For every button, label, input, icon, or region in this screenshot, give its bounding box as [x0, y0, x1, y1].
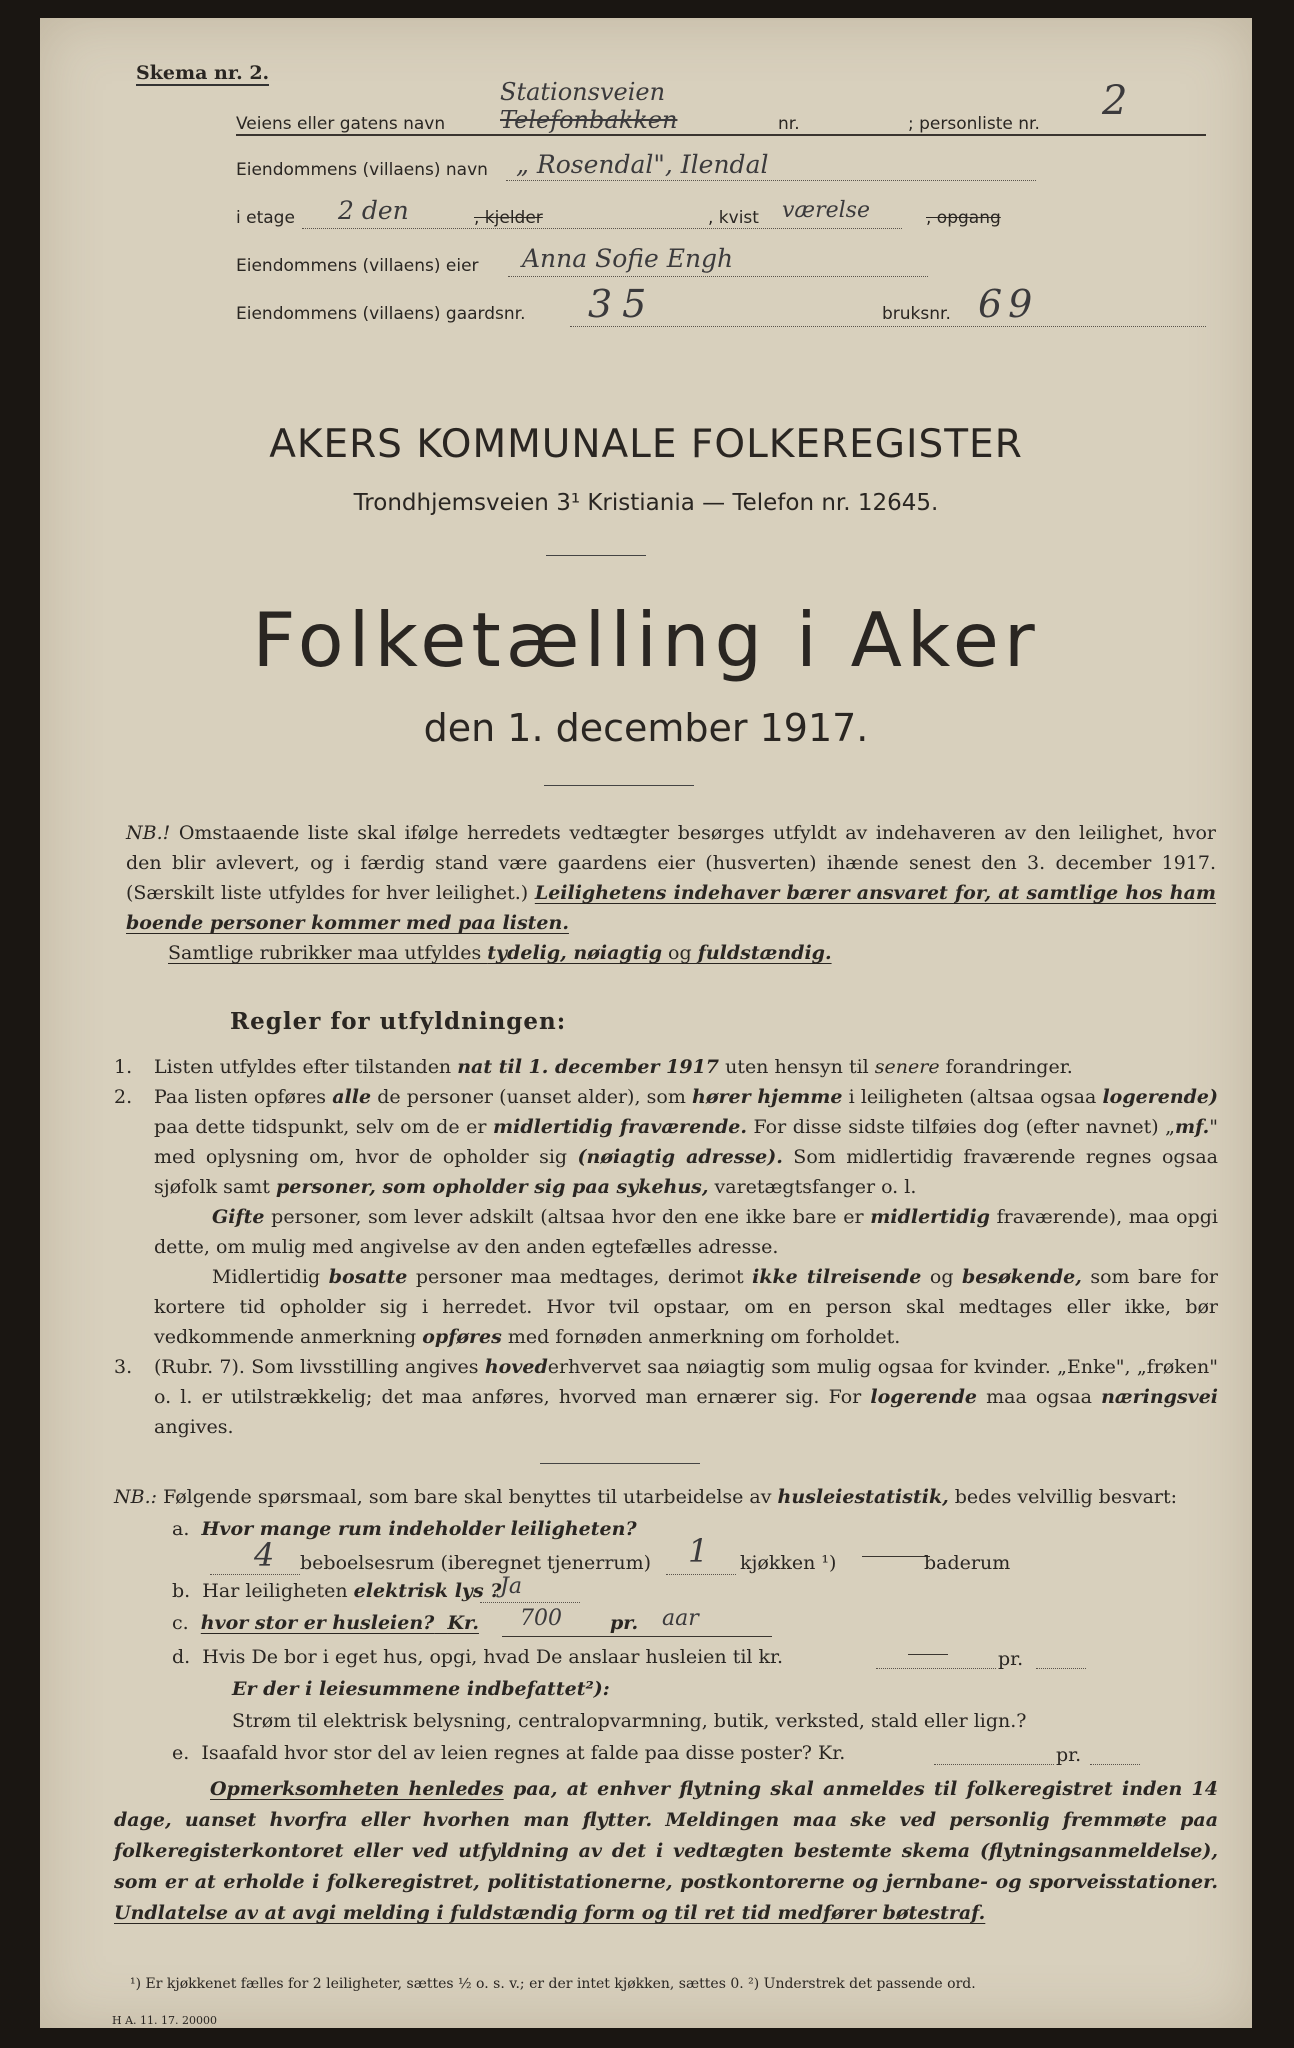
street-value-struck: Telefonbakken: [500, 106, 678, 134]
personliste-label: ; personliste nr.: [908, 114, 1040, 134]
nb1-text: Omstaaende liste skal ifølge herredets vedtægter besørges utfyldt av indehaveren av den leilighet, hvor den blir avlevert, og i færdig stand være gaardens eier (husverten) ihænde senest den 3. december 1917. (Særskilt liste utfyldes for hver leilighet.): [126, 822, 1216, 904]
registry-heading: AKERS KOMMUNALE FOLKEREGISTER: [269, 422, 1023, 467]
nb1-emphasis: Leilighetens indehaver bærer ansvaret for, at samtlige hos ham boende personer kommer med paa listen.: [126, 882, 1216, 934]
footnote: ¹) Er kjøkkenet fælles for 2 leiligheter, sættes ½ o. s. v.; er der intet kjøkken, sættes 0. ²) Understrek det passende ord.: [130, 1976, 976, 1992]
kvist-value: værelse: [782, 198, 870, 223]
rule-2-para-3: Midlertidig bosatte personer maa medtages, derimot ikke tilreisende og besøkende, som bare for kortere tid opholder sig i herredet. Hvor tvil opstaar, om en person skal medtages eller ikke, bør vedkommende anmerkning opføres med fornøden anmerkning om forholdet.: [154, 1266, 1218, 1348]
nb2-intro: NB.: Følgende spørsmaal, som bare skal benyttes til utarbeidelse av husleiestatistik, bedes velvillig besvart:: [114, 1486, 1178, 1508]
kitchen-line: [666, 1574, 736, 1575]
own-house-dash: [908, 1654, 948, 1655]
own-house-pr-line: [1036, 1668, 1086, 1669]
rule-2: 2. Paa listen opføres alle de personer (uanset alder), som hører hjemme i leiligheten (altsaa ogsaa logerende) paa dette tidspunkt, selv om de er midlertidig fraværende. For disse sidste tilføies dog (efter navnet) „mf." med oplysning om, hvor de opholder sig (nøiagtig adresse). Som midlertidig fraværende regnes ogsaa sjøfolk samt personer, som opholder sig paa sykehus, varetægtsfanger o. l.: [114, 1082, 1218, 1202]
rent-per-label: pr.: [610, 1612, 639, 1634]
villa-name-value: „ Rosendal", Ilendal: [516, 150, 769, 179]
rooms-label: beboelsesrum (iberegnet tjenerrum): [300, 1552, 652, 1574]
nb1-line2-c: og: [662, 942, 698, 964]
question-d: d. Hvis De bor i eget hus, opgi, hvad De anslaar husleien til kr.: [172, 1646, 784, 1668]
etage-line: [302, 228, 902, 229]
own-house-pr: pr.: [998, 1648, 1024, 1670]
question-d-options: Strøm til elektrisk belysning, centralopvarmning, butik, verksted, stald eller lign.?: [232, 1710, 1027, 1732]
electric-light-value: Ja: [500, 1574, 522, 1599]
moving-notice: [114, 1774, 1218, 1929]
rooms-value: 4: [254, 1536, 275, 1574]
divider-top: [546, 555, 646, 556]
electric-light-line: [480, 1602, 580, 1603]
rent-line: [502, 1636, 772, 1637]
notice-penalty: Undlatelse av at avgi melding i fuldstændig form og til ret tid medfører bøtestraf.: [114, 1902, 986, 1924]
rule-number: 2.: [114, 1086, 133, 1108]
rules-title: Regler for utfyldningen:: [230, 1008, 567, 1035]
bath-label: baderum: [924, 1552, 1011, 1574]
opgang-label: , opgang: [926, 208, 1001, 228]
rule-1: 1. Listen utfyldes efter tilstanden nat til 1. december 1917 uten hensyn til senere forandringer.: [114, 1052, 1218, 1082]
gaardsnr-line: [570, 326, 1206, 327]
question-d-included: Er der i leiesummene indbefattet²):: [232, 1678, 610, 1700]
nb1-line2-d: fuldstændig.: [697, 942, 832, 964]
nb1-paragraph: [126, 818, 1216, 968]
gaardsnr-label: Eiendommens (villaens) gaardsnr.: [236, 304, 526, 324]
street-row-line: [236, 134, 1206, 136]
question-e-pr: pr.: [1056, 1744, 1082, 1766]
bruksnr-value: 69: [978, 282, 1039, 326]
registry-address: Trondhjemsveien 3¹ Kristiania — Telefon nr. 12645.: [353, 490, 939, 516]
divider-mid: [544, 785, 694, 786]
gaardsnr-value: 35: [588, 282, 657, 326]
villa-name-label: Eiendommens (villaens) navn: [236, 160, 488, 180]
question-b: b. Har leiligheten elektrisk lys ?: [172, 1580, 502, 1602]
print-mark: H A. 11. 17. 20000: [112, 2014, 217, 2027]
rule-number: 3.: [114, 1356, 133, 1378]
rule-number: 1.: [114, 1056, 133, 1078]
etage-label: i etage: [236, 208, 295, 228]
notice-lead: Opmerksomheten henledes: [210, 1778, 504, 1800]
owner-value: Anna Sofie Engh: [522, 244, 734, 273]
page-title: Folketælling i Aker: [252, 596, 1040, 684]
notice-body: paa, at enhver flytning skal anmeldes til folkeregistret inden 14 dage, uanset hvorfra eller hvorhen man flytter. Meldingen maa ske ved personlig fremmøte paa folkeregisterkontoret eller ved utfyldning av det i vedtægten bestemte skema (flytningsanmeldelse), som er at erholde i folkeregistret, politistationerne, postkontorerne og jernbane- og sporveisstationer.: [114, 1778, 1218, 1893]
kitchen-value: 1: [688, 1532, 709, 1570]
kvist-label: , kvist: [708, 208, 759, 228]
rule-3: 3. (Rubr. 7). Som livsstilling angives hovederhvervet saa nøiagtig som mulig ogsaa for kvinder. „Enke", „frøken" o. l. er utilstrækkelig; det maa anføres, hvorved man ernærer sig. For logerende maa ogsaa næringsvei angives.: [114, 1352, 1218, 1442]
page-date: den 1. december 1917.: [423, 706, 869, 750]
kitchen-label: kjøkken ¹): [740, 1552, 837, 1574]
street-label: Veiens eller gatens navn: [236, 114, 446, 134]
rooms-line: [210, 1574, 300, 1575]
own-house-line: [876, 1668, 996, 1669]
rules-list: [114, 1052, 1218, 1442]
owner-line: [508, 276, 928, 277]
question-e-pr-line: [1090, 1764, 1140, 1765]
personliste-value: 2: [1102, 78, 1128, 124]
question-e-line: [934, 1764, 1054, 1765]
divider-bottom: [540, 1463, 700, 1464]
nr-label: nr.: [778, 114, 800, 134]
kjelder-label: , kjelder: [474, 208, 543, 228]
schema-label: Skema nr. 2.: [136, 62, 270, 84]
bath-dash: [862, 1556, 930, 1557]
question-e: e. Isaafald hvor stor del av leien regnes at falde paa disse poster? Kr.: [172, 1742, 846, 1764]
owner-label: Eiendommens (villaens) eier: [236, 256, 479, 276]
census-form-page: [40, 18, 1252, 2028]
rent-period-value: aar: [662, 1606, 699, 1631]
question-c: c. hvor stor er husleien? Kr.: [172, 1612, 479, 1634]
villa-name-line: [506, 180, 1036, 181]
etage-value: 2 den: [338, 196, 409, 225]
nb1-line2-a: Samtlige rubrikker maa utfyldes: [168, 942, 488, 964]
rent-amount-value: 700: [520, 1606, 562, 1631]
question-a: a. Hvor mange rum indeholder leiligheten?: [172, 1518, 637, 1540]
bruksnr-label: bruksnr.: [882, 304, 951, 324]
nb1-line2-b: tydelig, nøiagtig: [487, 942, 662, 964]
street-value-corrected: Stationsveien: [500, 78, 666, 106]
rule-2-para-2: Gifte personer, som lever adskilt (altsaa hvor den ene ikke bare er midlertidig fraværende), maa opgi dette, om mulig med angivelse av den anden egtefælles adresse.: [154, 1206, 1218, 1258]
nb1-lead: NB.!: [126, 822, 171, 844]
